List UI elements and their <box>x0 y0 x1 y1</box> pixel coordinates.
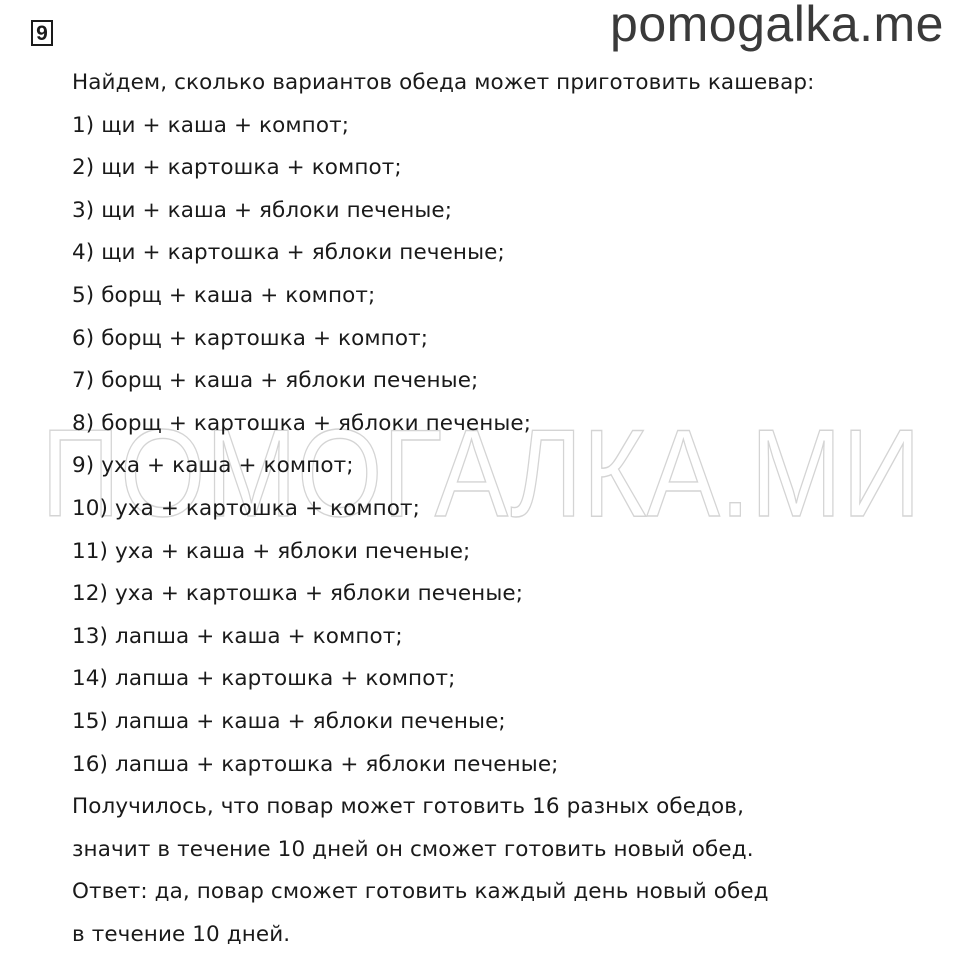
variant-line: 8) борщ + картошка + яблоки печеные; <box>72 410 532 436</box>
variant-line: 3) щи + каша + яблоки печеные; <box>72 197 453 223</box>
intro-line: Найдем, сколько вариантов обеда может приготовить кашевар: <box>72 70 815 95</box>
variant-line: 1) щи + каша + компот; <box>72 112 350 138</box>
variant-line: 9) уха + каша + компот; <box>72 453 354 479</box>
variant-line: 13) лапша + каша + компот; <box>72 623 403 649</box>
variant-line: 10) уха + картошка + компот; <box>72 495 421 521</box>
watermark-text: ПОМОГАЛКА.МИ <box>41 416 921 526</box>
solution-text <box>72 62 932 956</box>
answer-line: в течение 10 дней. <box>72 921 291 947</box>
variant-line: 12) уха + картошка + яблоки печеные; <box>72 581 524 607</box>
variant-line: 11) уха + каша + яблоки печеные; <box>72 538 471 564</box>
conclusion-line: значит в течение 10 дней он сможет готовить новый обед. <box>72 836 754 862</box>
variant-line: 6) борщ + картошка + компот; <box>72 325 429 351</box>
variant-line: 14) лапша + картошка + компот; <box>72 666 456 692</box>
variant-line: 15) лапша + каша + яблоки печеные; <box>72 708 506 734</box>
variant-line: 4) щи + картошка + яблоки печеные; <box>72 240 505 266</box>
variant-line: 2) щи + картошка + компот; <box>72 155 402 181</box>
answer-line: Ответ: да, повар сможет готовить каждый день новый обед <box>72 879 769 905</box>
variant-line: 16) лапша + картошка + яблоки печеные; <box>72 751 559 777</box>
site-brand: pomogalka.me <box>610 0 944 52</box>
task-number-badge: 9 <box>31 20 53 46</box>
variant-line: 7) борщ + каша + яблоки печеные; <box>72 368 479 394</box>
variant-line: 5) борщ + каша + компот; <box>72 282 376 308</box>
conclusion-line: Получилось, что повар может готовить 16 разных обедов, <box>72 794 745 820</box>
